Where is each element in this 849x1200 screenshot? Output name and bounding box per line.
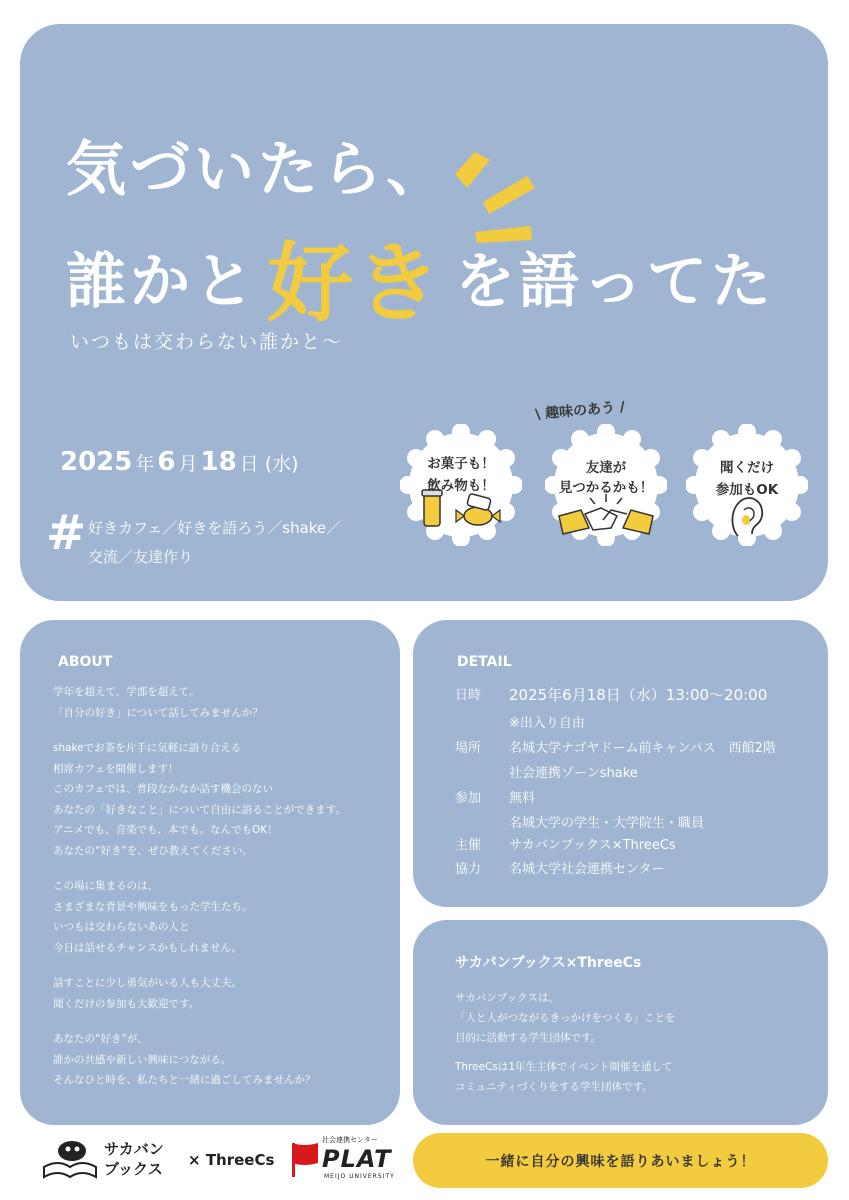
about-line: さまざまな背景や興味をもった学生たち。 [53,900,253,913]
badge-listen-line2: 参加もOK [715,482,779,498]
hashtags-line1: 好きカフェ／好きを語ろう／shake／ [88,519,342,537]
sakaban-logo-line1: サカバン [104,1140,164,1158]
about-panel [20,620,400,1125]
badge-listen-line1: 聞くだけ [720,460,774,476]
organizers-line: ThreeCsは1年生主体でイベント開催を通して [455,1061,673,1073]
detail-value: サカバンブックス×ThreeCs [509,838,676,853]
cta-banner: 一緒に自分の興味を語りあいましょう！ [413,1133,828,1188]
detail-value: 名城大学の学生・大学院生・職員 [509,816,705,831]
about-line: あなたの“好き”を、ぜひ教えてください。 [53,844,253,857]
headline-line1: 気づいたら、 [66,135,450,205]
badge-snacks [400,424,522,546]
organizers-line: 「人と人がつながるきっかけをつくる」ことを [455,1012,676,1024]
plat-logo-text: PLAT [322,1145,392,1173]
headline-highlight: 好き [267,234,443,334]
about-line: そんなひと時を、私たちと一緒に過ごしてみませんか？ [53,1074,316,1086]
date-month: 6 [157,447,176,477]
detail-label: 日時 [455,688,482,703]
detail-title: DETAIL [457,654,512,670]
about-line: アニメでも、音楽でも、本でも。なんでもOK！ [53,824,278,836]
sakaban-books-logo-icon [40,1137,100,1181]
badge-listen [686,424,808,546]
sakaban-books-logo-text [104,1139,164,1179]
about-line: あなたの“好き”が、 [53,1033,148,1045]
cross-symbol: × [188,1151,201,1169]
organizers-title: サカバンブックス×ThreeCs [455,955,642,971]
detail-label: 協力 [455,862,482,877]
detail-label: 主催 [455,838,482,853]
organizers-line: サカバンブックスは、 [455,992,559,1004]
badge-caption-text: 趣味のあう [544,399,616,423]
about-line: 今日は話せるチャンスかもしれません。 [53,941,242,954]
hero-panel [20,24,828,601]
hashtag-icon: # [46,505,87,561]
about-title: ABOUT [58,654,113,670]
about-line: 「自分の好き」について話してみませんか？ [53,706,263,719]
about-line: いつもは交わらないあの人と [53,921,190,933]
detail-value: 2025年6月18日（水）13:00～20:00 [509,686,768,704]
detail-label: 参加 [455,791,482,806]
badge-snacks-line2: 飲み物も！ [427,478,495,494]
headline-line2-start: 誰かと [66,247,258,317]
sparkle-burst-icon [435,144,545,244]
date-day: 18 [200,447,237,477]
detail-value: 名城大学社会連携センター [509,862,665,877]
threecs-logo-text: ThreeCs [205,1151,275,1169]
organizers-line: コミュニティづくりをする学生団体です。 [455,1081,653,1093]
about-line: 学年を超えて、学部を超えて。 [53,686,200,698]
plat-flag-icon [290,1141,320,1179]
about-line: この場に集まるのは、 [53,880,158,892]
about-line: あなたの「好きなこと」について自由に語ることができます。 [53,803,346,816]
date-year: 2025 [60,447,133,477]
about-line: 誰かの共感や新しい興味につながる。 [53,1053,232,1066]
badge-friends-line2: 見つかるかも！ [558,480,654,496]
date-year-unit: 年 [135,453,155,475]
detail-value: 無料 [509,791,536,806]
about-line: このカフェでは、普段なかなか話す機会のない [53,783,273,795]
date-month-unit: 月 [178,453,198,475]
hashtags-line2: 交流／友達作り [88,548,194,566]
sakaban-logo-line2: ブックス [104,1160,163,1178]
organizers-panel [413,920,828,1125]
about-line: 相席カフェを開催します！ [53,762,179,775]
date-weekday: (水) [264,453,299,475]
plat-small-label: 社会連携センター [322,1136,378,1144]
detail-value: 社会連携ゾーンshake [509,766,638,781]
detail-panel [413,620,828,907]
event-date [60,447,302,477]
subtitle: いつもは交わらない誰かと～ [70,331,344,353]
about-line: 聞くだけの参加も大歓迎です。 [53,997,200,1010]
date-day-unit: 日 [239,453,259,475]
detail-label: 場所 [455,741,482,756]
badge-caption: \ 趣味のあう / [534,399,626,423]
badge-snacks-line1: お菓子も！ [427,456,495,472]
detail-value: ※出入り自由 [509,716,585,731]
organizers-line: 目的に活動する学生団体です。 [455,1032,602,1044]
detail-value: 名城大学ナゴヤドーム前キャンパス 西館2階 [509,741,776,756]
about-line: shakeでお茶を片手に気軽に語り合える [53,742,242,754]
badge-friends [545,424,667,546]
headline-line2-end: を語ってた [455,247,775,317]
badge-friends-line1: 友達が [585,460,627,476]
plat-sub-label: MEIJO UNIVERSITY [324,1173,395,1180]
about-line: 話すことに少し勇気がいる人も大丈夫。 [53,977,242,989]
footer-logos [40,1133,400,1191]
threecs-logo [188,1151,274,1169]
